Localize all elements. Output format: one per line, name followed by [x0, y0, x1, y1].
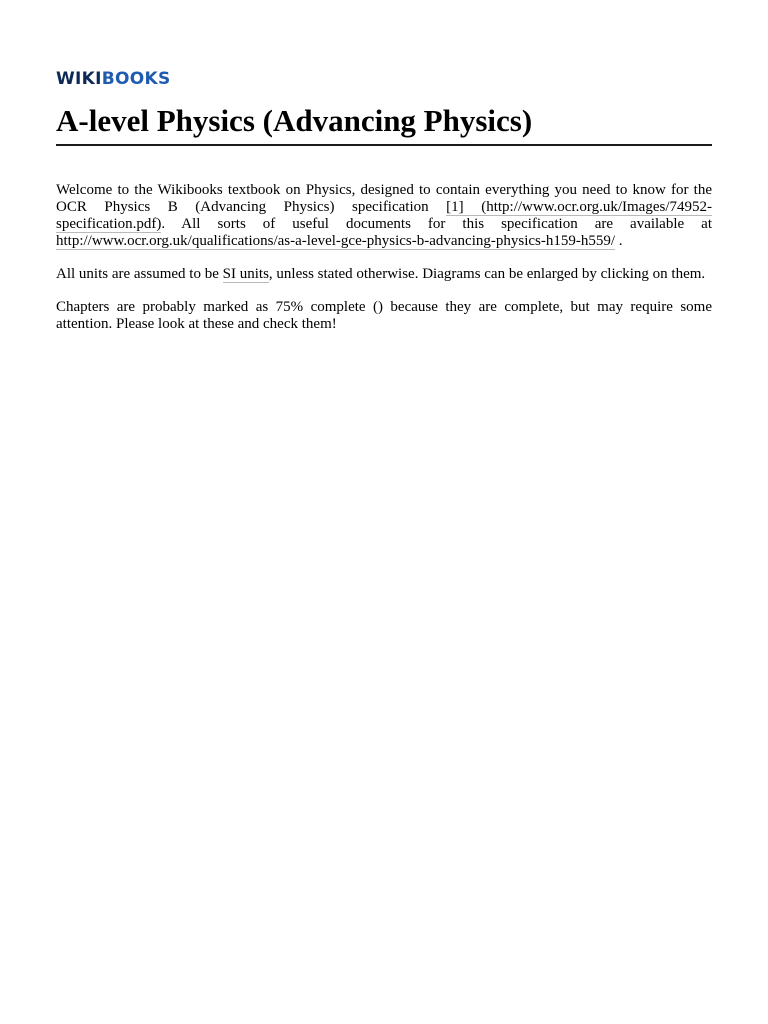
intro-text: Welcome to the Wikibooks textbook on Physics, designed to contain everything you need to know for the OCR Physics B (Advancing Physics) specification — [56, 182, 712, 215]
intro-paragraph — [56, 182, 712, 250]
wikibooks-logo[interactable] — [56, 68, 712, 90]
si-units-link[interactable]: SI units — [222, 266, 269, 282]
article-content — [56, 182, 712, 333]
logo-wiki-text: WIKI — [56, 69, 102, 89]
chapters-paragraph: Chapters are probably marked as 75% complete () because they are complete, but may require some attention. Please look at these and check them! — [56, 299, 712, 332]
intro-text-end: . — [615, 233, 623, 249]
specification-link[interactable]: [1] (http://www.ocr.org.uk/Images/74952-specification.pdf) — [56, 199, 712, 232]
page-title: A-level Physics (Advancing Physics) — [56, 101, 712, 146]
units-text: All units are assumed to be — [56, 266, 223, 282]
page-container — [56, 68, 712, 349]
logo-books-text: BOOKS — [101, 69, 171, 89]
ocr-qualifications-link[interactable]: http://www.ocr.org.uk/qualifications/as-a-level-gce-physics-b-advancing-physics-h159-h559/ — [56, 233, 616, 249]
units-paragraph — [56, 266, 712, 283]
intro-text-middle: . All sorts of useful documents for this specification are available at — [161, 216, 712, 232]
units-text-end: , unless stated otherwise. Diagrams can be enlarged by clicking on them. — [268, 266, 706, 282]
